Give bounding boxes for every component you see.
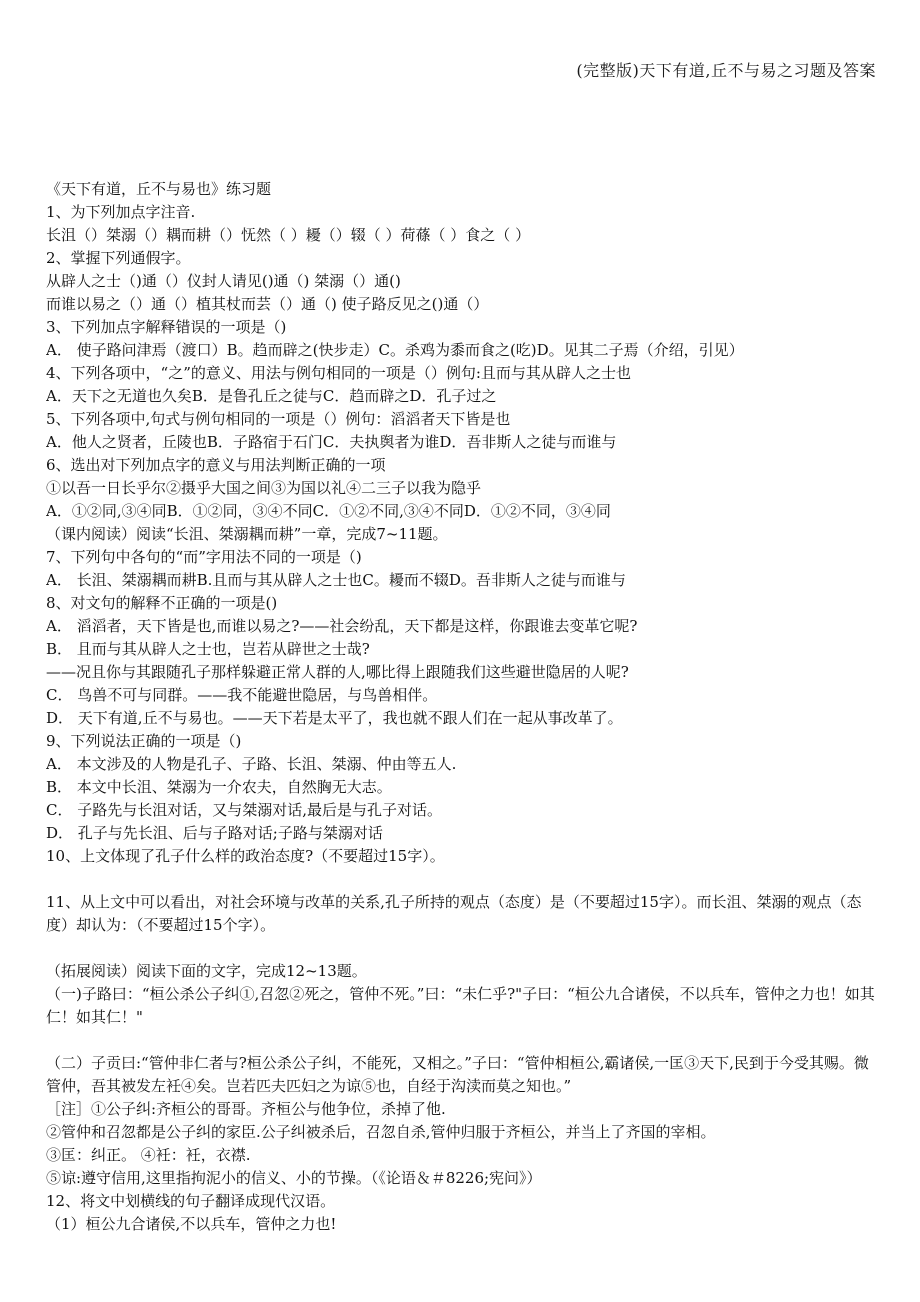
text-line: A．他人之贤者，丘陵也B．子路宿于石门C．夫执舆者为谁D．吾非斯人之徒与而谁与	[46, 433, 617, 451]
text-line: ②管仲和召忽都是公子纠的家臣.公子纠被杀后，召忽自杀,管仲归服于齐桓公，并当上了齐国的宰相。	[46, 1123, 716, 1141]
text-line: 6、选出对下列加点字的意义与用法判断正确的一项	[46, 456, 386, 474]
text-line: 4、下列各项中，“之”的意义、用法与例句相同的一项是（）例句:且而与其从辟人之士也	[46, 364, 631, 382]
text-line: （课内阅读）阅读“长沮、桀溺耦而耕”一章，完成7~11题。	[46, 525, 448, 543]
text-line: 11、从上文中可以看出，对社会环境与改革的关系,孔子所持的观点（态度）是（不要超过15字）。而长沮、桀溺的观点（态度）却认为：（不要超过15个字）。	[46, 893, 862, 934]
text-line: 长沮（）桀溺（）耦而耕（）怃然（ ）耰（）辍（ ）荷蓧（ ）食之（ ）	[46, 226, 531, 244]
text-line: C． 鸟兽不可与同群。——我不能避世隐居，与鸟兽相伴。	[46, 686, 438, 704]
text-line: A． 长沮、桀溺耦而耕B.且而与其从辟人之士也C。耰而不辍D。吾非斯人之徒与而谁与	[46, 571, 626, 589]
blank-line	[46, 868, 876, 891]
text-line: （一)子路曰：“桓公杀公子纠①,召忽②死之，管仲不死。”曰：“未仁乎?"子曰：“桓公九合诸侯，不以兵车，管仲之力也！如其仁！如其仁！"	[46, 985, 875, 1026]
text-line: 5、下列各项中,句式与例句相同的一项是（）例句：滔滔者天下皆是也	[46, 410, 511, 428]
text-line: ③匡：纠正。 ④衽：衽，衣襟.	[46, 1146, 251, 1164]
document-header: (完整版)天下有道,丘不与易之习题及答案	[576, 61, 876, 80]
text-line: ①以吾一日长乎尔②摄乎大国之间③为国以礼④二三子以我为隐乎	[46, 479, 482, 497]
text-line: D． 天下有道,丘不与易也。——天下若是太平了，我也就不跟人们在一起从事改革了。	[46, 709, 623, 727]
text-line: 而谁以易之（）通（）植其杖而芸（）通（) 使子路反见之()通（）	[46, 295, 489, 313]
text-line: 7、下列句中各句的“而”字用法不同的一项是（)	[46, 548, 362, 566]
text-line: 8、对文句的解释不正确的一项是()	[46, 594, 278, 612]
text-line: 10、上文体现了孔子什么样的政治态度?（不要超过15字）。	[46, 847, 445, 865]
text-line: B． 且而与其从辟人之士也，岂若从辟世之士哉?	[46, 640, 370, 658]
text-line: 从辟人之士（)通（）仪封人请见()通（) 桀溺（）通()	[46, 272, 401, 290]
text-line: A． 使子路问津焉（渡口）B。趋而辟之(快步走）C。杀鸡为黍而食之(吃)D。见其二子焉（介绍，引见）	[46, 341, 744, 359]
text-line: B． 本文中长沮、桀溺为一介农夫，自然胸无大志。	[46, 778, 392, 796]
text-line: D． 孔子与先长沮、后与子路对话;子路与桀溺对话	[46, 824, 383, 842]
blank-line	[46, 1029, 876, 1052]
text-line: A．天下之无道也久矣B．是鲁孔丘之徒与C．趋而辟之D．孔子过之	[46, 387, 497, 405]
text-line: （1）桓公九合诸侯,不以兵车，管仲之力也!	[46, 1215, 337, 1233]
document-body	[46, 178, 876, 1236]
text-line: ——况且你与其跟随孔子那样躲避正常人群的人,哪比得上跟随我们这些避世隐居的人呢?	[46, 663, 629, 681]
text-line: ［注］①公子纠:齐桓公的哥哥。齐桓公与他争位，杀掉了他.	[46, 1100, 446, 1118]
text-line: 9、下列说法正确的一项是（)	[46, 732, 242, 750]
document-title: 《天下有道，丘不与易也》练习题	[46, 180, 272, 198]
text-line: A． 滔滔者，天下皆是也,而谁以易之?——社会纷乱，天下都是这样，你跟谁去变革它呢?	[46, 617, 638, 635]
text-line: A．①②同,③④同B．①②同，③④不同C．①②不同,③④不同D．①②不同，③④同	[46, 502, 611, 520]
text-line: （拓展阅读）阅读下面的文字，完成12~13题。	[46, 962, 367, 980]
text-line: C． 子路先与长沮对话，又与桀溺对话,最后是与孔子对话。	[46, 801, 443, 819]
blank-line	[46, 937, 876, 960]
text-line: A． 本文涉及的人物是孔子、子路、长沮、桀溺、仲由等五人.	[46, 755, 457, 773]
text-line: 3、下列加点字解释错误的一项是（)	[46, 318, 287, 336]
text-line: （二）子贡曰:“管仲非仁者与?桓公杀公子纠，不能死，又相之。”子曰：“管仲相桓公,霸诸侯,一匡③天下,民到于今受其赐。微管仲，吾其被发左衽④矣。岂若匹夫匹妇之为谅⑤也，自经于沟渎而莫之知也。”	[46, 1054, 869, 1095]
text-line: 1、为下列加点字注音.	[46, 203, 196, 221]
text-line: 2、掌握下列通假字。	[46, 249, 191, 267]
text-line: ⑤谅:遵守信用,这里指拘泥小的信义、小的节操。（《论语＆＃8226;宪问》）	[46, 1169, 542, 1187]
text-line: 12、将文中划横线的句子翻译成现代汉语。	[46, 1192, 336, 1210]
